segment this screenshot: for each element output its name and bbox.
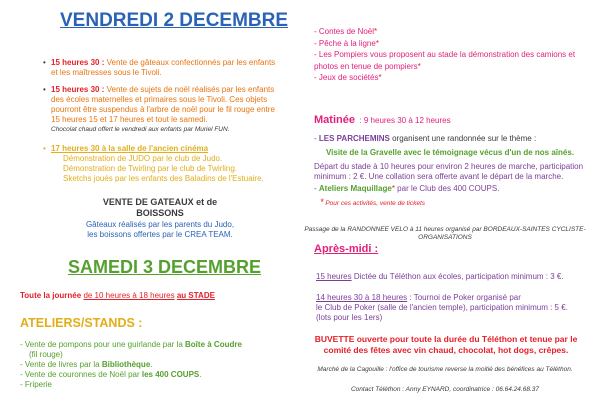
sale-line: Gâteaux réalisés par les parents du Judo, (85, 220, 235, 229)
cinema-line: Sketchs joués par les enfants des Baladins de l'Estuaire. (63, 174, 264, 183)
dictee-line: 15 heures Dictée du Téléthon aux écoles, participation minimum : 3 €. (316, 272, 564, 281)
list-item: - Friperie (20, 380, 53, 389)
velo-note: Passage de la RANDONNEE VELO à 11 heures organisé par BORDEAUX-SAINTES CYCLISTE-ORGANISATIONS (304, 226, 586, 241)
activities-note: * Pour ces activités, vente de tickets (320, 197, 426, 207)
parchemins-block (314, 134, 586, 194)
cinema-block (42, 144, 282, 184)
top-activity-list (314, 26, 586, 84)
workshops-title: ATELIERS/STANDS : (20, 316, 143, 330)
list-item: • 15 heures 30 : Vente de gâteaux confectionnés par les enfants et les maîtresses sous le Tivoli. (42, 58, 277, 78)
list-item: - Vente de couronnes de Noël par les 400 COUPS. (20, 370, 202, 379)
parchemins-details: Départ du stade à 10 heures pour environ 2 heures de marche, participation minimum : 2 €. Une collation sera offerte avant le départ de la marche. (314, 162, 584, 181)
sale-block (60, 197, 260, 240)
apres-midi-heading: Après-midi : (314, 243, 379, 255)
contact-line: Contact Téléthon : Anny EYNARD, coordinatrice : 06.64.24.68.37 (350, 386, 539, 393)
list-item: - Les Pompiers vous proposent au stade la démonstration des camions et photos en tenue de pompiers* (314, 50, 576, 71)
friday-list (42, 58, 277, 134)
footer-note: Marché de la Cagouille : l'office de tourisme reverse la moitié des bénéfices au Téléthon. (317, 366, 573, 373)
all-day-line: Toute la journée de 10 heures à 18 heures au STADE (20, 291, 215, 300)
sale-line: les boissons offertes par le CREA TEAM. (87, 230, 233, 239)
list-item-continuation: (fil rouge) (29, 350, 63, 359)
saturday-title: SAMEDI 3 DECEMBRE (68, 257, 262, 277)
list-item: - Vente de livres par la Bibliothèque. (20, 360, 153, 369)
cinema-heading: • 17 heures 30 à la salle de l'ancien cinéma (43, 144, 209, 153)
matinee-heading: Matinée : 9 heures 30 à 12 heures (314, 114, 451, 126)
maquillage-line: - Ateliers Maquillage* par le Club des 400 COUPS. (314, 184, 500, 193)
workshops-list (20, 340, 280, 390)
friday-title: VENDREDI 2 DECEMBRE (60, 10, 289, 31)
list-item: - Pêche à la ligne* (314, 38, 379, 48)
chocolate-note: Chocolat chaud offert le vendredi aux enfants par Muriel FUN. (51, 126, 230, 133)
cinema-line: Démonstration de Twirling par le club de Twirling. (63, 164, 238, 173)
list-item: • 15 heures 30 : Vente de sujets de noël réalisés par les enfants des écoles maternelles et primaires sous le Tivoli. Ces objets pourront être suspendus à l'arbre de noël pour le fil rouge entre 15 heures 15 et 17 heures et tout le samedi. Chocolat chaud offert le vendredi aux enfants par Muriel FUN. (42, 85, 277, 134)
parchemins-theme: Visite de la Gravelle avec le témoignage vécus d'un de nos aînés. (325, 148, 575, 157)
sale-heading: VENTE DE GATEAUX et de BOISSONS (102, 197, 218, 218)
list-item: - Vente de pompons pour une guirlande par la Boîte à Coudre (20, 340, 242, 349)
cinema-line: Démonstration de JUDO par le club de Judo. (63, 154, 223, 163)
list-item: - Contes de Noël* (314, 27, 378, 36)
poker-block: 14 heures 30 à 18 heures : Tournoi de Poker organisé par le Club de Poker (salle de l'ancien temple), participation minimum : 5 €. (lots pour les 1ers) (316, 293, 568, 322)
buvette-block: BUVETTE ouverte pour toute la durée du Téléthon et tenue par le comité des fêtes avec vin chaud, chocolat, hot dogs, crêpes. (314, 334, 578, 355)
list-item: - Jeux de sociétés* (314, 73, 382, 82)
parchemins-line: - LES PARCHEMINS organisent une randonnée sur le thème : (314, 134, 537, 143)
